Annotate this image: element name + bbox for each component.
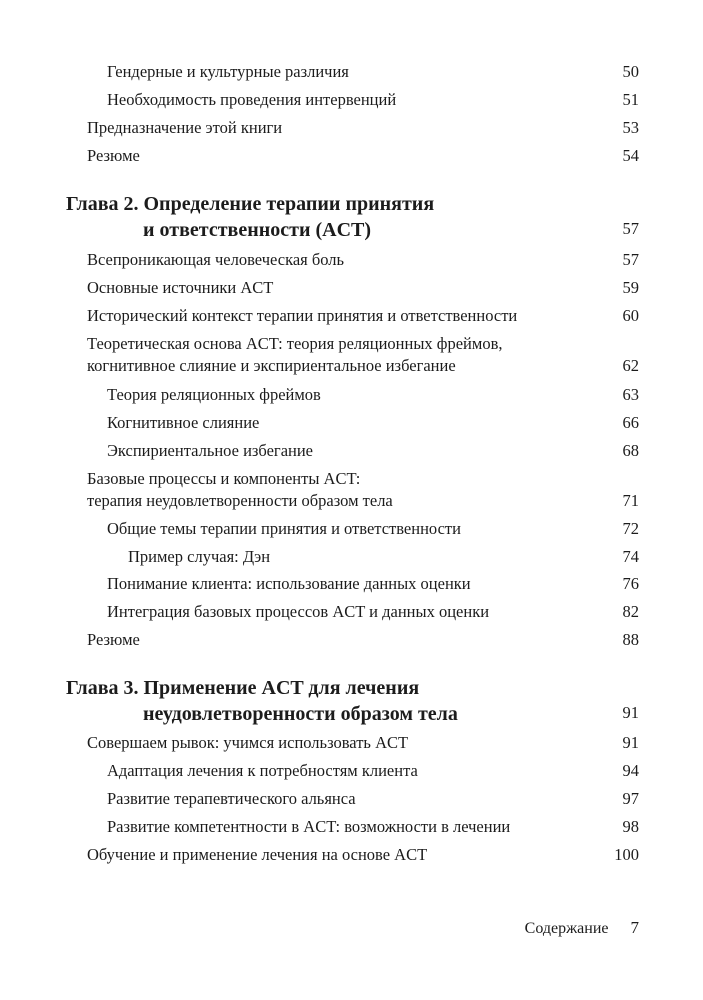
page-footer: [525, 918, 639, 938]
toc-entry-page: 76: [622, 574, 639, 593]
chapter-title-line2: и ответственности (ACT): [143, 219, 372, 241]
toc-entry-title: Необходимость проведения интервенций: [107, 90, 397, 109]
toc-entry-page: 94: [622, 761, 639, 780]
toc-entry-title-line1: Теоретическая основа ACT: теория реляционных фреймов,: [87, 334, 503, 353]
toc-entry-page: 57: [622, 219, 639, 238]
toc-entry-page: 98: [622, 817, 639, 836]
chapter-title: [66, 675, 458, 727]
toc-entry-page: 63: [622, 385, 639, 404]
toc-entry-page: 82: [622, 602, 639, 621]
toc-entry-page: 66: [622, 413, 639, 432]
toc-entry-title: Резюме: [87, 630, 140, 649]
toc-entry-page: 68: [622, 441, 639, 460]
toc-entry-page: 59: [622, 278, 639, 297]
toc-entry-title: Теория реляционных фреймов: [107, 385, 321, 404]
toc-entry-page: 54: [622, 146, 639, 165]
chapter-title-line2: неудовлетворенности образом тела: [143, 703, 458, 725]
toc-entry-page: 50: [622, 62, 639, 81]
toc-entry-page: 53: [622, 118, 639, 137]
toc-entry-title-line2: терапия неудовлетворенности образом тела: [87, 491, 393, 510]
toc-entry-title: Исторический контекст терапии принятия и ответственности: [87, 306, 518, 325]
toc-entry-title-line1: Базовые процессы и компоненты ACT:: [87, 469, 361, 488]
toc-entry-page: 91: [622, 703, 639, 722]
toc-entry-title: Экспириентальное избегание: [107, 441, 314, 460]
toc-entry-title: Обучение и применение лечения на основе ACT: [87, 845, 428, 864]
page-number: 7: [630, 918, 639, 937]
toc-entry-title: Пример случая: Дэн: [128, 547, 271, 566]
toc-entry-page: 100: [614, 845, 639, 864]
toc-entry-title: Развитие компетентности в ACT: возможности в лечении: [107, 817, 511, 836]
toc-entry-page: 74: [622, 547, 639, 566]
toc-entry-page: 88: [622, 630, 639, 649]
toc-entry-page: 71: [622, 491, 639, 510]
toc-entry-title: Основные источники ACT: [87, 278, 274, 297]
toc-entry-title: Гендерные и культурные различия: [107, 62, 349, 81]
toc-entry-title: Резюме: [87, 146, 140, 165]
chapter-title-line1: Глава 2. Определение терапии принятия: [66, 193, 435, 215]
toc-entry-page: 60: [622, 306, 639, 325]
toc-entry-page: 91: [622, 733, 639, 752]
toc-entry-page: 57: [622, 250, 639, 269]
toc-entry-title-line2: когнитивное слияние и экспириентальное избегание: [87, 356, 456, 375]
toc-entry-title: Всепроникающая человеческая боль: [87, 250, 345, 269]
toc-entry-title: Интеграция базовых процессов ACT и данных оценки: [107, 602, 490, 621]
toc-entry-page: 62: [622, 356, 639, 375]
toc-entry-title: Совершаем рывок: учимся использовать ACT: [87, 733, 409, 752]
chapter-title-line1: Глава 3. Применение ACT для лечения: [66, 677, 420, 699]
chapter-title: [66, 191, 434, 243]
toc-entry-page: 97: [622, 789, 639, 808]
toc-entry-page: 72: [622, 519, 639, 538]
toc-entry-title: [87, 333, 502, 377]
toc-entry-title: Когнитивное слияние: [107, 413, 260, 432]
toc-entry-page: 51: [622, 90, 639, 109]
toc-entry-title: Понимание клиента: использование данных оценки: [107, 574, 471, 593]
toc-entry-title: Общие темы терапии принятия и ответственности: [107, 519, 461, 538]
toc-entry-title: Развитие терапевтического альянса: [107, 789, 356, 808]
toc-entry-title: [87, 468, 393, 512]
toc-entry-title: Адаптация лечения к потребностям клиента: [107, 761, 418, 780]
running-footer-label: Содержание: [524, 920, 609, 937]
toc-entry-title: Предназначение этой книги: [87, 118, 283, 137]
